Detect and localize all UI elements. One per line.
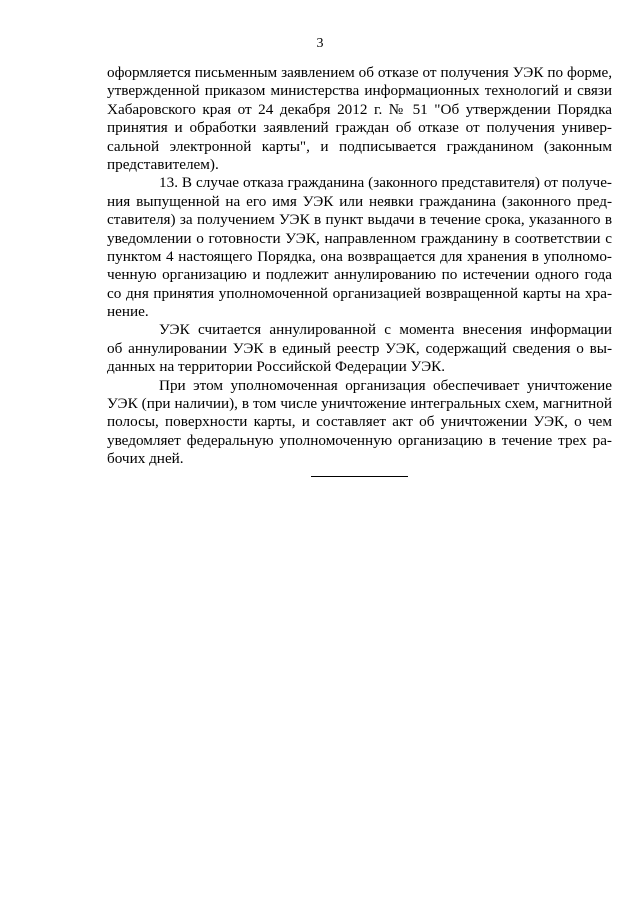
text-line: ставителя) за получением УЭК в пункт выдачи в течение срока, указанного в [107, 211, 612, 229]
text-line: ченную организацию и подлежит аннулированию по истечении одного года [107, 266, 612, 284]
text-line: УЭК (при наличии), в том числе уничтожение интегральных схем, магнитной [107, 395, 612, 413]
text-line: пунктом 4 настоящего Порядка, она возвращается для хранения в уполномо- [107, 247, 612, 265]
paragraph [107, 174, 612, 321]
text-line: Хабаровского края от 24 декабря 2012 г. № 51 "Об утверждении Порядка [107, 100, 612, 118]
text-line: утвержденной приказом министерства информационных технологий и связи [107, 82, 612, 100]
end-separator-line [311, 476, 408, 477]
text-line: 13. В случае отказа гражданина (законного представителя) от получе- [159, 174, 612, 192]
text-line: ния выпущенной на его имя УЭК или неявки гражданина (законного пред- [107, 192, 612, 210]
text-line: При этом уполномоченная организация обеспечивает уничтожение [159, 376, 612, 394]
text-line: данных на территории Российской Федерации УЭК. [107, 358, 446, 376]
paragraph [107, 377, 612, 469]
text-line: УЭК считается аннулированной с момента внесения информации [159, 321, 612, 339]
text-line: бочих дней. [107, 450, 184, 468]
text-line: об аннулировании УЭК в единый реестр УЭК, содержащий сведения о вы- [107, 339, 612, 357]
paragraph [107, 64, 612, 174]
paragraph [107, 321, 612, 376]
text-line: представителем). [107, 155, 219, 173]
page-number: 3 [316, 36, 324, 51]
text-line: принятия и обработки заявлений граждан об отказе от получения универ- [107, 119, 612, 137]
text-line: полосы, поверхности карты, и составляет акт об уничтожении УЭК, о чем [107, 413, 612, 431]
document-body [107, 64, 612, 469]
text-line: сальной электронной карты", и подписывается гражданином (законным [107, 137, 612, 155]
text-line: со дня принятия уполномоченной организацией возвращенной карты на хра- [107, 284, 612, 302]
text-line: уведомлении о готовности УЭК, направленном гражданину в соответствии с [107, 229, 612, 247]
text-line: нение. [107, 303, 149, 321]
text-line: уведомляет федеральную уполномоченную организацию в течение трех ра- [107, 431, 612, 449]
text-line: оформляется письменным заявлением об отказе от получения УЭК по форме, [107, 64, 612, 81]
